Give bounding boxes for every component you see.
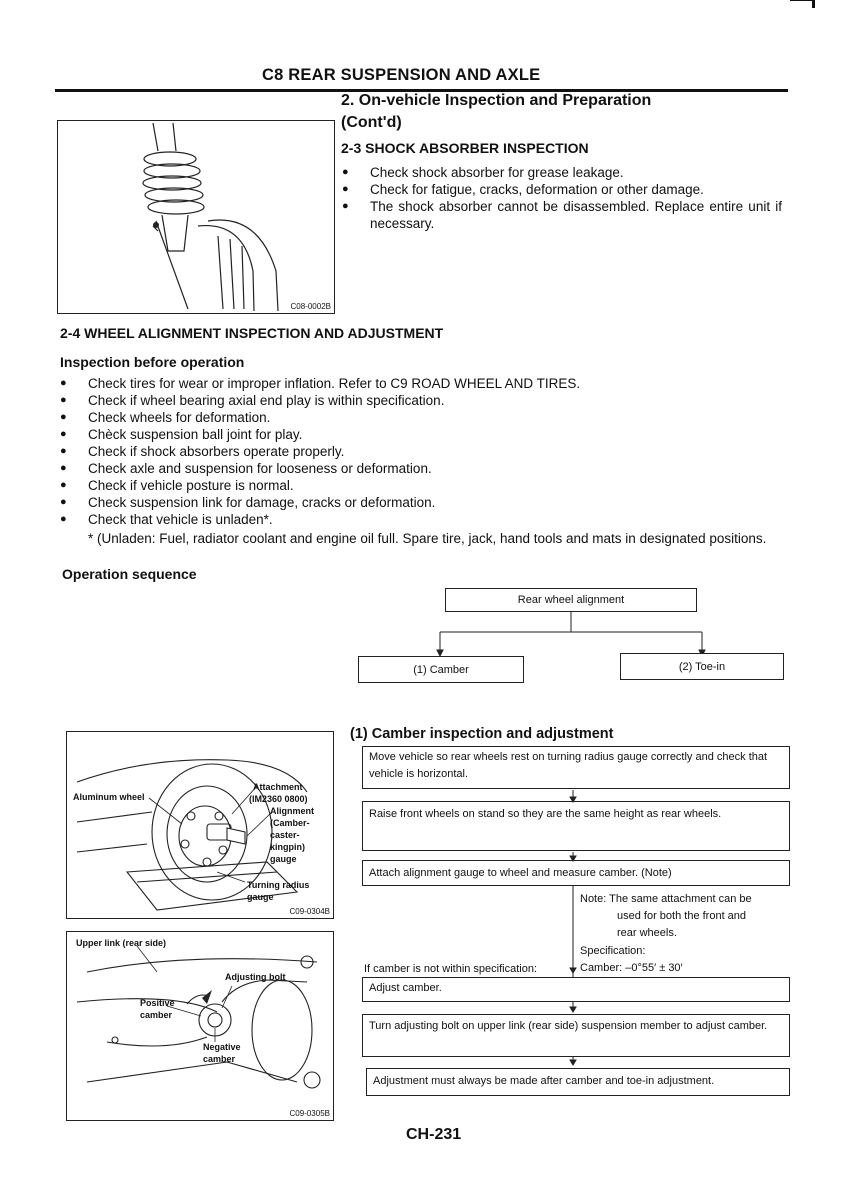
label-alignment-sub2: caster- xyxy=(270,830,300,840)
label-alignment-sub1: (Camber- xyxy=(270,818,310,828)
corner-mark-vertical xyxy=(812,0,815,8)
camber-note-line1: Note: The same attachment can be xyxy=(580,893,752,905)
label-positive: Positive xyxy=(140,998,175,1008)
flow-root-box: Rear wheel alignment xyxy=(445,588,697,612)
sequence-title: Operation sequence xyxy=(62,566,197,582)
flow-camber-box: (1) Camber xyxy=(358,656,524,683)
shock-section-title: 2-3 SHOCK ABSORBER INSPECTION xyxy=(341,140,589,156)
list-item: ● Chèck suspension ball joint for play. xyxy=(60,426,790,443)
label-alignment-sub3: kingpin) xyxy=(270,842,305,852)
label-positive-camber: camber xyxy=(140,1010,173,1020)
list-item: ● Check shock absorber for grease leakage. xyxy=(342,164,782,181)
camber-step-2: Raise front wheels on stand so they are the same height as rear wheels. xyxy=(362,801,790,851)
label-turning-radius-gauge: gauge xyxy=(247,892,274,902)
adjust-step-3: Adjustment must always be made after camber and toe-in adjustment. xyxy=(366,1068,790,1096)
list-item: ● The shock absorber cannot be disassembled. Replace entire unit if necessary. xyxy=(342,198,782,232)
list-item: ● Check if vehicle posture is normal. xyxy=(60,477,790,494)
label-adjusting-bolt: Adjusting bolt xyxy=(225,972,286,982)
adjust-step-2: Turn adjusting bolt on upper link (rear side) suspension member to adjust camber. xyxy=(362,1014,790,1057)
camber-step-3: Attach alignment gauge to wheel and measure camber. (Note) xyxy=(362,860,790,886)
figure-code: C08-0002B xyxy=(290,302,331,311)
label-attachment-number: (IM2360 0800) xyxy=(249,794,308,804)
section-title xyxy=(341,90,651,134)
camber-condition: If camber is not within specification: xyxy=(364,963,538,975)
inspection-title: Inspection before operation xyxy=(60,354,245,370)
label-negative: Negative xyxy=(203,1042,241,1052)
alignment-section-title: 2-4 WHEEL ALIGNMENT INSPECTION AND ADJUSTMENT xyxy=(60,325,444,341)
page-number: CH-231 xyxy=(406,1126,462,1143)
list-item: ● Check tires for wear or improper inflation. Refer to C9 ROAD WHEEL AND TIRES. xyxy=(60,375,790,392)
flow-connectors xyxy=(430,612,720,658)
upper-link-illustration xyxy=(67,932,333,1120)
list-item: ● Check that vehicle is unladen*. xyxy=(60,511,790,528)
label-turning-radius: Turning radius xyxy=(247,880,310,890)
camber-note-line2: used for both the front and xyxy=(617,910,747,922)
adjust-step-1: Adjust camber. xyxy=(362,977,790,1002)
alignment-gauge-figure xyxy=(66,731,334,919)
section-title-line2: (Cont'd) xyxy=(341,114,402,131)
list-item: ● Check if wheel bearing axial end play is within specification. xyxy=(60,392,790,409)
list-item: ● Check axle and suspension for looseness or deformation. xyxy=(60,460,790,477)
shock-bullet-list xyxy=(342,164,782,232)
upper-link-figure xyxy=(66,931,334,1121)
unladen-footnote: * (Unladen: Fuel, radiator coolant and engine oil full. Spare tire, jack, hand tools and mats in designated positions. xyxy=(88,531,767,546)
label-upper-link: Upper link (rear side) xyxy=(76,938,167,948)
label-aluminum-wheel: Aluminum wheel xyxy=(73,792,145,802)
section-title-line1: 2. On-vehicle Inspection and Preparation xyxy=(341,92,652,109)
camber-note-line3: rear wheels. xyxy=(617,927,677,939)
inspection-bullet-list xyxy=(60,375,790,528)
camber-spec-label: Specification: xyxy=(580,945,646,957)
label-alignment-sub4: gauge xyxy=(270,854,297,864)
label-negative-camber: camber xyxy=(203,1054,236,1064)
flow-toe-in-box: (2) Toe-in xyxy=(620,653,784,680)
list-item: ● Check if shock absorbers operate properly. xyxy=(60,443,790,460)
page-header: C8 REAR SUSPENSION AND AXLE xyxy=(262,66,541,84)
shock-absorber-illustration xyxy=(58,121,334,313)
figure-code: C09-0305B xyxy=(289,1109,330,1118)
list-item: ● Check suspension link for damage, cracks or deformation. xyxy=(60,494,790,511)
figure-code: C09-0304B xyxy=(289,907,330,916)
camber-step-1: Move vehicle so rear wheels rest on turning radius gauge correctly and check that vehicle is horizontal. xyxy=(362,746,790,789)
camber-section-title: (1) Camber inspection and adjustment xyxy=(350,726,614,742)
camber-spec-value: Camber: –0°55′ ± 30′ xyxy=(580,962,683,974)
list-item: ● Check for fatigue, cracks, deformation or other damage. xyxy=(342,181,782,198)
label-attachment: Attachment xyxy=(253,782,303,792)
shock-absorber-figure xyxy=(57,120,335,314)
label-alignment: Alignment xyxy=(270,806,314,816)
list-item: ● Check wheels for deformation. xyxy=(60,409,790,426)
